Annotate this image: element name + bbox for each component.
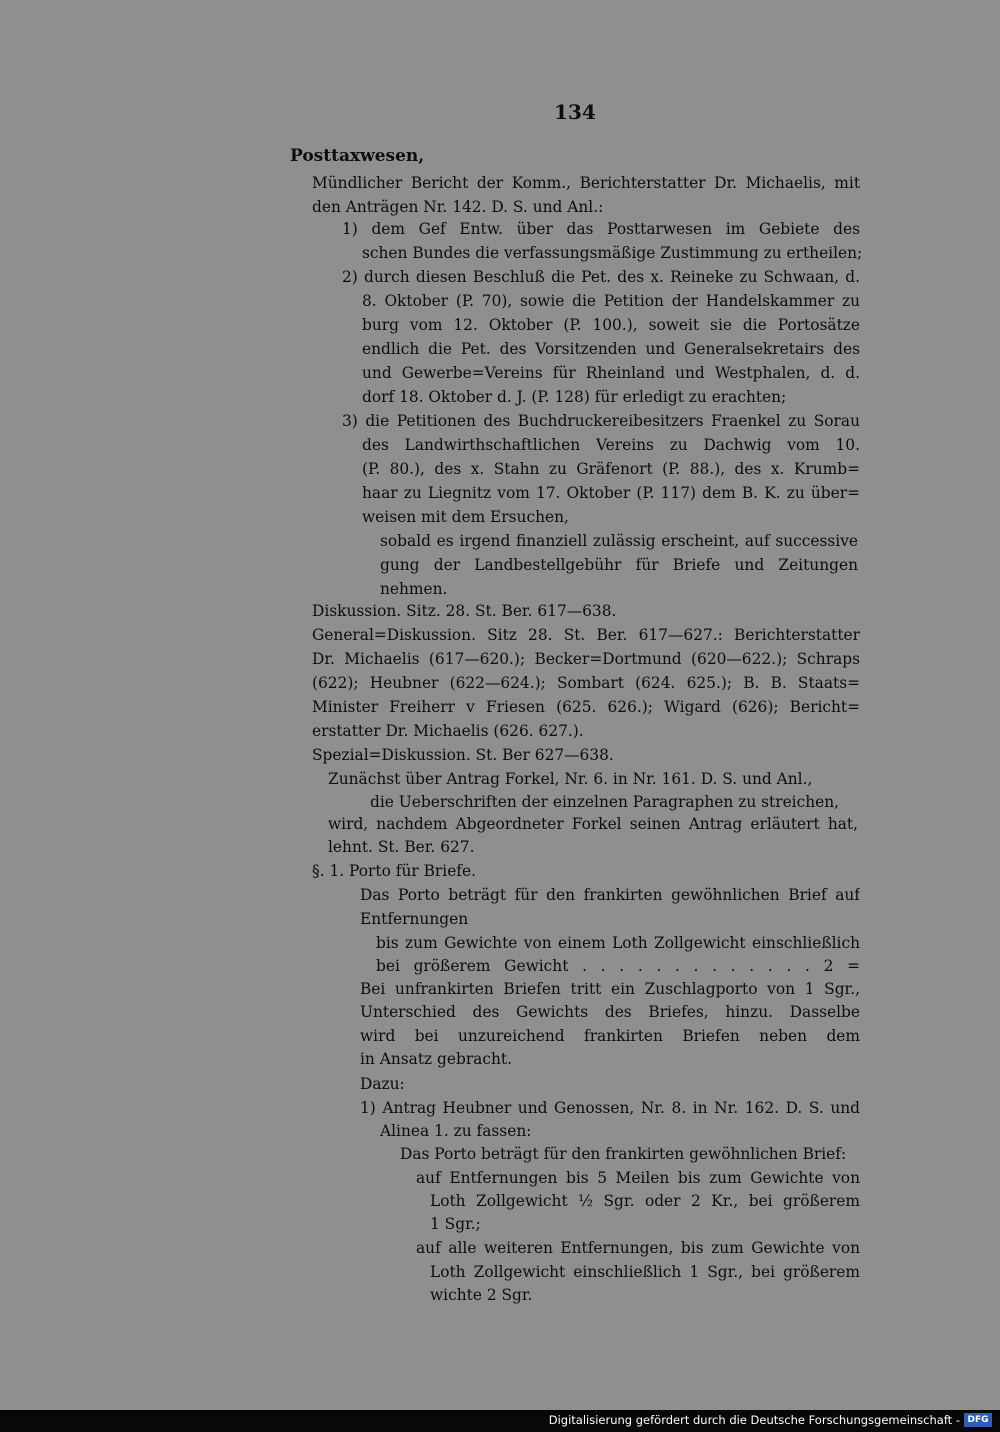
text-line: 2) durch diesen Beschluß die Pet. des x. Reineke zu Schwaan, d. bbox=[342, 268, 860, 286]
dfg-logo: DFG bbox=[964, 1413, 992, 1427]
text-line: Das Porto beträgt für den frankirten gewöhnlichen Brief: bbox=[400, 1145, 847, 1163]
text-line: erstatter Dr. Michaelis (626. 627.). bbox=[312, 722, 584, 740]
text-line: und Gewerbe=Vereins für Rheinland und Westphalen, d. d. bbox=[362, 364, 860, 382]
text-line: in Ansatz gebracht. bbox=[360, 1050, 512, 1068]
text-line: dorf 18. Oktober d. J. (P. 128) für erledigt zu erachten; bbox=[362, 388, 787, 406]
text-line: haar zu Liegnitz vom 17. Oktober (P. 117) dem B. K. zu über= bbox=[362, 484, 860, 502]
page-number: 134 bbox=[554, 100, 596, 124]
footer-bar bbox=[0, 1410, 1000, 1432]
text-line: Minister Freiherr v Friesen (625. 626.); Wigard (626); Bericht= bbox=[312, 698, 860, 716]
text-line: gung der Landbestellgebühr für Briefe und Zeitungen bbox=[380, 556, 858, 574]
section-heading: Posttaxwesen, bbox=[290, 146, 425, 166]
text-line: lehnt. St. Ber. 627. bbox=[328, 838, 475, 856]
text-line: Dazu: bbox=[360, 1075, 405, 1093]
text-line: §. 1. Porto für Briefe. bbox=[312, 862, 477, 880]
text-line: Spezial=Diskussion. St. Ber 627—638. bbox=[312, 746, 614, 764]
text-line: endlich die Pet. des Vorsitzenden und Generalsekretairs des bbox=[362, 340, 860, 358]
text-line: bei größerem Gewicht . . . . . . . . . . . . . 2 = bbox=[376, 957, 860, 975]
text-line: wichte 2 Sgr. bbox=[430, 1286, 533, 1304]
text-line: wird bei unzureichend frankirten Briefen neben dem bbox=[360, 1027, 860, 1045]
text-line: des Landwirthschaftlichen Vereins zu Dachwig vom 10. bbox=[362, 436, 860, 454]
text-line: Diskussion. Sitz. 28. St. Ber. 617—638. bbox=[312, 602, 617, 620]
text-line: Dr. Michaelis (617—620.); Becker=Dortmund (620—622.); Schraps bbox=[312, 650, 860, 668]
text-line: Bei unfrankirten Briefen tritt ein Zuschlagporto von 1 Sgr., bbox=[360, 980, 860, 998]
text-line: auf alle weiteren Entfernungen, bis zum Gewichte von bbox=[416, 1239, 860, 1257]
footer-credit: Digitalisierung gefördert durch die Deutsche Forschungsgemeinschaft - bbox=[548, 1413, 960, 1427]
text-line: Entfernungen bbox=[360, 910, 469, 928]
text-line: Mündlicher Bericht der Komm., Berichterstatter Dr. Michaelis, mit bbox=[312, 174, 860, 192]
text-line: General=Diskussion. Sitz 28. St. Ber. 617—627.: Berichterstatter bbox=[312, 626, 860, 644]
text-line: Loth Zollgewicht einschließlich 1 Sgr., bei größerem bbox=[430, 1263, 860, 1281]
text-line: weisen mit dem Ersuchen, bbox=[362, 508, 569, 526]
text-line: wird, nachdem Abgeordneter Forkel seinen Antrag erläutert hat, bbox=[328, 815, 858, 833]
text-line: die Ueberschriften der einzelnen Paragraphen zu streichen, bbox=[370, 793, 840, 811]
text-line: sobald es irgend finanziell zulässig erscheint, auf successive bbox=[380, 532, 858, 550]
text-line: Alinea 1. zu fassen: bbox=[380, 1122, 532, 1140]
text-line: (622); Heubner (622—624.); Sombart (624. 625.); B. B. Staats= bbox=[312, 674, 860, 692]
text-line: Unterschied des Gewichts des Briefes, hinzu. Dasselbe bbox=[360, 1003, 860, 1021]
text-line: bis zum Gewichte von einem Loth Zollgewicht einschließlich bbox=[376, 934, 860, 952]
text-line: 1) dem Gef Entw. über das Posttarwesen im Gebiete des bbox=[342, 220, 860, 238]
text-line: 3) die Petitionen des Buchdruckereibesitzers Fraenkel zu Sorau bbox=[342, 412, 860, 430]
text-line: Loth Zollgewicht ½ Sgr. oder 2 Kr., bei größerem bbox=[430, 1192, 860, 1210]
text-line: 8. Oktober (P. 70), sowie die Petition der Handelskammer zu bbox=[362, 292, 860, 310]
text-line: Das Porto beträgt für den frankirten gewöhnlichen Brief auf bbox=[360, 886, 860, 904]
text-line: 1 Sgr.; bbox=[430, 1215, 481, 1233]
text-line: burg vom 12. Oktober (P. 100.), soweit sie die Portosätze bbox=[362, 316, 860, 334]
text-line: schen Bundes die verfassungsmäßige Zustimmung zu ertheilen; bbox=[362, 244, 863, 262]
text-line: den Anträgen Nr. 142. D. S. und Anl.: bbox=[312, 198, 604, 216]
text-line: 1) Antrag Heubner und Genossen, Nr. 8. in Nr. 162. D. S. und bbox=[360, 1099, 860, 1117]
text-line: auf Entfernungen bis 5 Meilen bis zum Gewichte von bbox=[416, 1169, 860, 1187]
text-line: (P. 80.), des x. Stahn zu Gräfenort (P. 88.), des x. Krumb= bbox=[362, 460, 860, 478]
text-line: Zunächst über Antrag Forkel, Nr. 6. in Nr. 161. D. S. und Anl., bbox=[328, 770, 813, 788]
text-line: nehmen. bbox=[380, 580, 448, 598]
